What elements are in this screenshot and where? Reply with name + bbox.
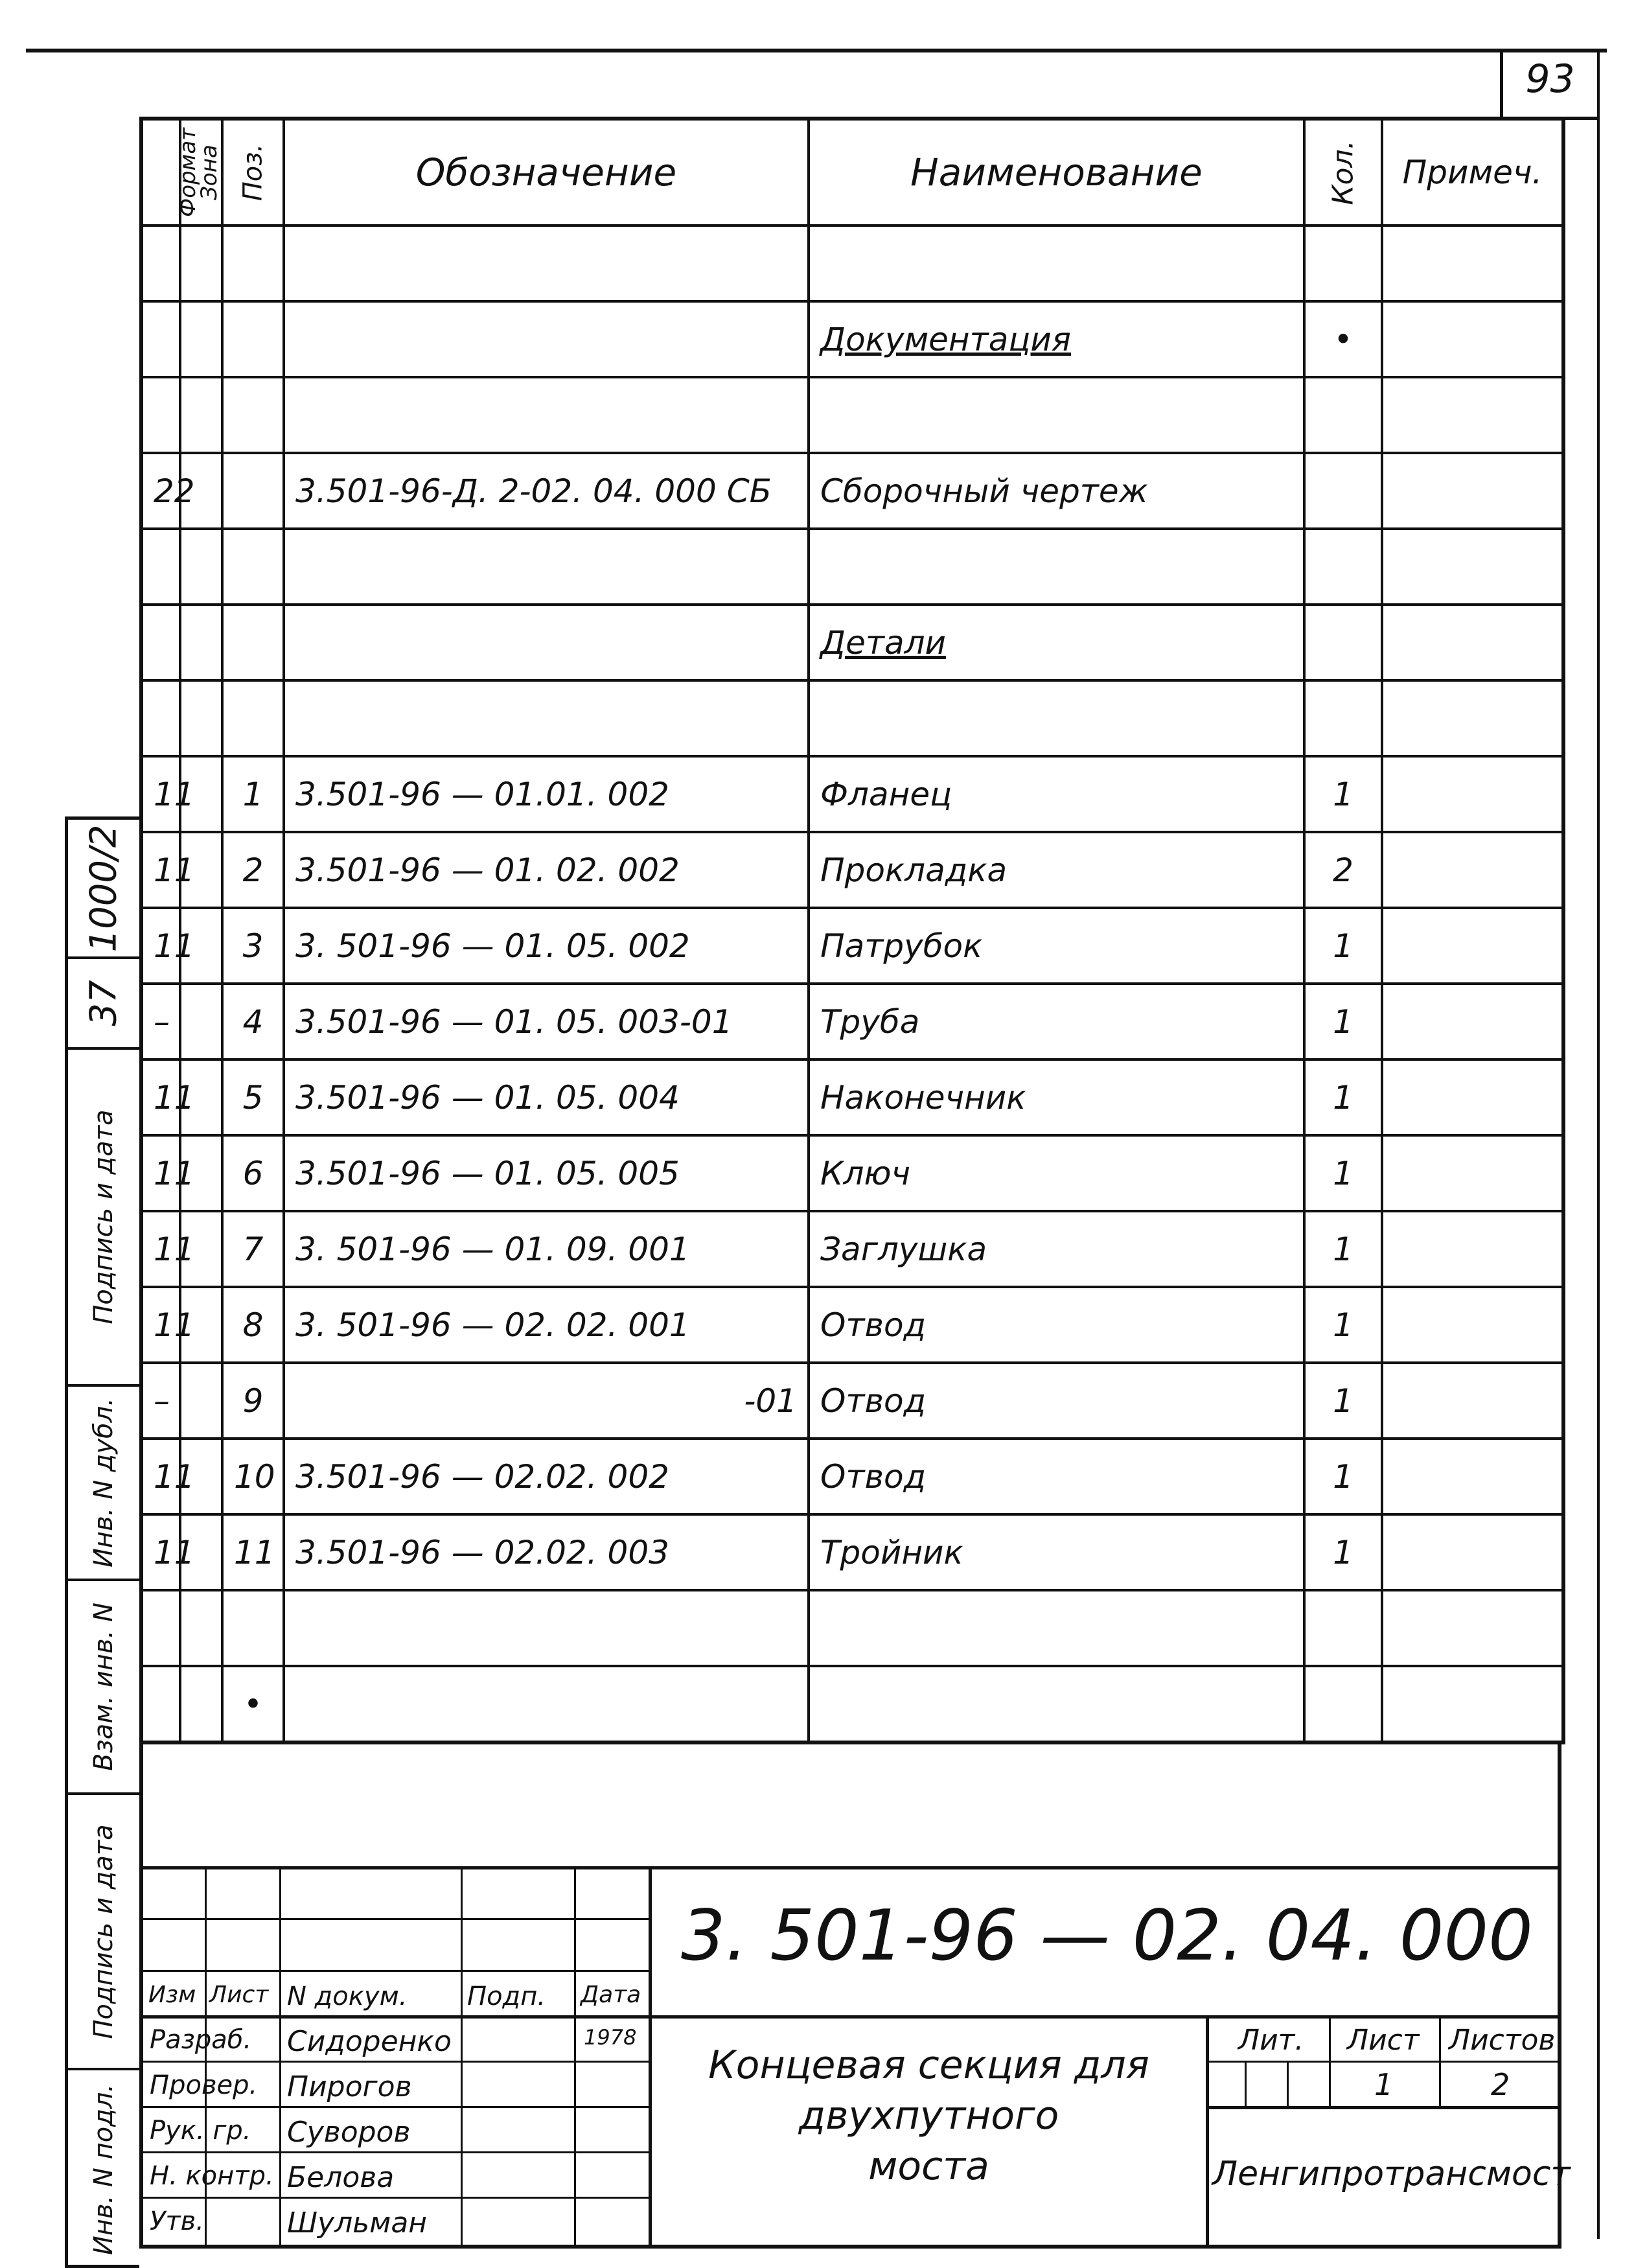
cell-designation xyxy=(284,1590,809,1666)
cell-format xyxy=(141,377,180,453)
cell-zone xyxy=(180,529,222,605)
person-role: Утв. xyxy=(150,2206,204,2236)
cell-pos: 2 xyxy=(222,832,284,908)
cell-designation xyxy=(284,1666,809,1742)
cell-note xyxy=(1382,377,1563,453)
table-row xyxy=(141,377,1563,453)
cell-name xyxy=(809,680,1304,756)
cell-note xyxy=(1382,756,1563,832)
cell-designation: 3. 501-96 — 01. 09. 001 xyxy=(284,1211,809,1287)
cell-pos xyxy=(222,1590,284,1666)
cell-name: Заглушка xyxy=(809,1211,1304,1287)
cell-note xyxy=(1382,453,1563,529)
cell-pos xyxy=(222,301,284,377)
cell-note xyxy=(1382,908,1563,984)
cell-format: – xyxy=(141,1363,180,1439)
header-pos: Поз. xyxy=(222,119,284,226)
table-row xyxy=(141,301,1563,377)
title-line-2: двухпутного xyxy=(798,2093,1059,2138)
table-row xyxy=(141,1287,1563,1363)
header-note: Примеч. xyxy=(1382,119,1563,226)
cell-note xyxy=(1382,1439,1563,1514)
cell-name: Сборочный чертеж xyxy=(809,453,1304,529)
person-name: Сидоренко xyxy=(287,2025,452,2058)
header-name: Наименование xyxy=(809,119,1304,226)
cell-name xyxy=(809,1590,1304,1666)
person-name: Шульман xyxy=(287,2206,428,2239)
table-row xyxy=(141,1135,1563,1211)
label-doc-no: N докум. xyxy=(287,1982,408,2011)
cell-name: Отвод xyxy=(809,1439,1304,1514)
table-row xyxy=(141,453,1563,529)
label-lit: Лит. xyxy=(1238,2024,1304,2057)
cell-pos: 9 xyxy=(222,1363,284,1439)
cell-designation: 3.501-96 — 02.02. 002 xyxy=(284,1439,809,1514)
header-zone: Зона xyxy=(180,119,222,226)
cell-name xyxy=(809,377,1304,453)
title-line-3: моста xyxy=(868,2144,989,2189)
cell-name: Документация xyxy=(809,301,1304,377)
cell-name xyxy=(809,529,1304,605)
cell-qty: 1 xyxy=(1304,1059,1382,1135)
side-stamp-code: 37 xyxy=(68,959,139,1050)
person-role: Разраб. xyxy=(150,2025,252,2055)
cell-pos: 6 xyxy=(222,1135,284,1211)
table-row xyxy=(141,1363,1563,1439)
cell-qty xyxy=(1304,1666,1382,1742)
table-row xyxy=(141,1514,1563,1590)
cell-note xyxy=(1382,1514,1563,1590)
cell-note xyxy=(1382,529,1563,605)
cell-format: 11 xyxy=(141,1211,180,1287)
cell-note xyxy=(1382,984,1563,1059)
cell-qty: 1 xyxy=(1304,1135,1382,1211)
cell-zone xyxy=(180,984,222,1059)
cell-designation: -01 xyxy=(284,1363,809,1439)
cell-format xyxy=(141,226,180,301)
cell-zone xyxy=(180,1666,222,1742)
cell-pos: 4 xyxy=(222,984,284,1059)
cell-designation: 3.501-96 — 01. 05. 004 xyxy=(284,1059,809,1135)
cell-pos: 5 xyxy=(222,1059,284,1135)
cell-note xyxy=(1382,1590,1563,1666)
person-name: Суворов xyxy=(287,2116,411,2149)
cell-designation: 3.501-96 — 01. 05. 005 xyxy=(284,1135,809,1211)
cell-qty: 1 xyxy=(1304,1287,1382,1363)
cell-designation xyxy=(284,605,809,680)
table-row xyxy=(141,1439,1563,1514)
cell-format xyxy=(141,301,180,377)
cell-zone xyxy=(180,226,222,301)
cell-qty xyxy=(1304,529,1382,605)
cell-pos xyxy=(222,529,284,605)
cell-qty: 2 xyxy=(1304,832,1382,908)
header-format: Формат xyxy=(141,119,180,226)
table-row xyxy=(141,832,1563,908)
blank-band xyxy=(139,1743,1561,1866)
cell-pos xyxy=(222,226,284,301)
cell-designation xyxy=(284,680,809,756)
cell-name xyxy=(809,1666,1304,1742)
cell-pos: 10 xyxy=(222,1439,284,1514)
cell-name: Наконечник xyxy=(809,1059,1304,1135)
label-sheet: Лист xyxy=(1347,2024,1420,2057)
cell-note xyxy=(1382,1666,1563,1742)
sheets-value: 2 xyxy=(1491,2067,1510,2102)
title-line-1: Концевая секция для xyxy=(708,2042,1149,2088)
cell-format: 11 xyxy=(141,1135,180,1211)
cell-qty xyxy=(1304,680,1382,756)
cell-name xyxy=(809,226,1304,301)
cell-format: 11 xyxy=(141,832,180,908)
specification-table xyxy=(139,117,1565,1744)
side-margin-stamp xyxy=(65,816,139,2268)
cell-format: 11 xyxy=(141,1059,180,1135)
cell-note xyxy=(1382,1135,1563,1211)
cell-designation: 3.501-96 — 01.01. 002 xyxy=(284,756,809,832)
cell-name: Прокладка xyxy=(809,832,1304,908)
cell-format xyxy=(141,680,180,756)
cell-qty xyxy=(1304,377,1382,453)
cell-designation: 3.501-96-Д. 2-02. 04. 000 СБ xyxy=(284,453,809,529)
table-row xyxy=(141,984,1563,1059)
cell-format xyxy=(141,529,180,605)
label-list: Лист xyxy=(209,1982,269,2008)
cell-format: 11 xyxy=(141,1287,180,1363)
table-row xyxy=(141,1666,1563,1742)
cell-designation: 3.501-96 — 01. 02. 002 xyxy=(284,832,809,908)
cell-zone xyxy=(180,680,222,756)
cell-note xyxy=(1382,1363,1563,1439)
cell-note xyxy=(1382,1059,1563,1135)
cell-zone xyxy=(180,1590,222,1666)
side-sign-date-1: Подпись и дата xyxy=(68,1795,139,2070)
side-stamp-number: 1000/2 xyxy=(68,820,139,959)
person-date: 1978 xyxy=(584,2025,637,2050)
page-number: 93 xyxy=(1525,56,1575,102)
cell-pos xyxy=(222,453,284,529)
drawing-title xyxy=(655,2040,1203,2192)
table-row xyxy=(141,1211,1563,1287)
cell-format xyxy=(141,1590,180,1666)
label-date: Дата xyxy=(581,1982,641,2008)
cell-pos: 3 xyxy=(222,908,284,984)
page-number-box xyxy=(1500,49,1597,120)
table-row xyxy=(141,529,1563,605)
cell-note xyxy=(1382,1287,1563,1363)
table-header-row xyxy=(141,119,1563,226)
cell-format xyxy=(141,605,180,680)
table-row xyxy=(141,756,1563,832)
cell-designation xyxy=(284,226,809,301)
cell-qty xyxy=(1304,226,1382,301)
cell-pos: 7 xyxy=(222,1211,284,1287)
cell-format: – xyxy=(141,984,180,1059)
cell-qty: 1 xyxy=(1304,908,1382,984)
cell-qty: 1 xyxy=(1304,1211,1382,1287)
cell-designation: 3.501-96 — 01. 05. 003-01 xyxy=(284,984,809,1059)
cell-designation: 3. 501-96 — 02. 02. 001 xyxy=(284,1287,809,1363)
cell-designation xyxy=(284,529,809,605)
cell-format: 11 xyxy=(141,1439,180,1514)
side-inv-orig: Инв. N подл. xyxy=(89,2083,119,2255)
cell-name: Отвод xyxy=(809,1287,1304,1363)
right-edge-rule xyxy=(1597,49,1600,2239)
cell-designation: 3.501-96 — 02.02. 003 xyxy=(284,1514,809,1590)
cell-pos xyxy=(222,377,284,453)
table-row xyxy=(141,605,1563,680)
cell-qty: • xyxy=(1304,301,1382,377)
cell-designation xyxy=(284,377,809,453)
side-inv-dubl: Инв. N дубл. xyxy=(68,1387,139,1581)
table-body xyxy=(141,226,1563,1742)
table-row xyxy=(141,1059,1563,1135)
table-row xyxy=(141,680,1563,756)
cell-note xyxy=(1382,832,1563,908)
cell-pos: 1 xyxy=(222,756,284,832)
cell-pos: 8 xyxy=(222,1287,284,1363)
person-name: Белова xyxy=(287,2161,395,2194)
cell-format: 22 xyxy=(141,453,180,529)
cell-designation xyxy=(284,301,809,377)
cell-qty: 1 xyxy=(1304,1514,1382,1590)
person-role: Н. контр. xyxy=(150,2161,274,2191)
cell-qty: 1 xyxy=(1304,756,1382,832)
cell-name: Тройник xyxy=(809,1514,1304,1590)
table-row xyxy=(141,908,1563,984)
sheet-value: 1 xyxy=(1374,2067,1394,2102)
organization: Ленгипротрансмост xyxy=(1212,2155,1571,2193)
cell-format: 11 xyxy=(141,908,180,984)
cell-designation: 3. 501-96 — 01. 05. 002 xyxy=(284,908,809,984)
cell-format: 11 xyxy=(141,1514,180,1590)
header-designation: Обозначение xyxy=(284,119,809,226)
cell-name: Детали xyxy=(809,605,1304,680)
cell-pos: • xyxy=(222,1666,284,1742)
title-block xyxy=(139,1866,1571,2249)
table-row xyxy=(141,226,1563,301)
cell-pos: 11 xyxy=(222,1514,284,1590)
label-izm: Изм xyxy=(148,1982,196,2008)
cell-pos xyxy=(222,605,284,680)
person-role: Провер. xyxy=(150,2070,258,2100)
side-sign-date-2: Подпись и дата xyxy=(68,1050,139,1387)
cell-note xyxy=(1382,605,1563,680)
cell-zone xyxy=(180,301,222,377)
cell-zone xyxy=(180,377,222,453)
cell-name: Фланец xyxy=(809,756,1304,832)
cell-note xyxy=(1382,226,1563,301)
cell-qty xyxy=(1304,605,1382,680)
cell-format xyxy=(141,1666,180,1742)
header-qty: Кол. xyxy=(1304,119,1382,226)
label-sheets: Листов xyxy=(1449,2024,1556,2057)
cell-note xyxy=(1382,680,1563,756)
cell-zone xyxy=(180,605,222,680)
cell-name: Патрубок xyxy=(809,908,1304,984)
cell-name: Труба xyxy=(809,984,1304,1059)
label-sign: Подп. xyxy=(467,1982,546,2011)
cell-pos xyxy=(222,680,284,756)
cell-format: 11 xyxy=(141,756,180,832)
cell-name: Ключ xyxy=(809,1135,1304,1211)
cell-name: Отвод xyxy=(809,1363,1304,1439)
cell-note xyxy=(1382,301,1563,377)
cell-qty: 1 xyxy=(1304,1363,1382,1439)
person-name: Пирогов xyxy=(287,2070,412,2103)
cell-qty xyxy=(1304,1590,1382,1666)
person-role: Рук. гр. xyxy=(150,2116,251,2146)
cell-qty: 1 xyxy=(1304,984,1382,1059)
table-row xyxy=(141,1590,1563,1666)
document-code: 3. 501-96 — 02. 04. 000 xyxy=(681,1895,1533,1976)
cell-note xyxy=(1382,1211,1563,1287)
side-vzam-inv: Взам. инв. N xyxy=(68,1581,139,1795)
cell-qty xyxy=(1304,453,1382,529)
cell-zone xyxy=(180,1363,222,1439)
cell-qty: 1 xyxy=(1304,1439,1382,1514)
top-rule xyxy=(26,49,1607,52)
